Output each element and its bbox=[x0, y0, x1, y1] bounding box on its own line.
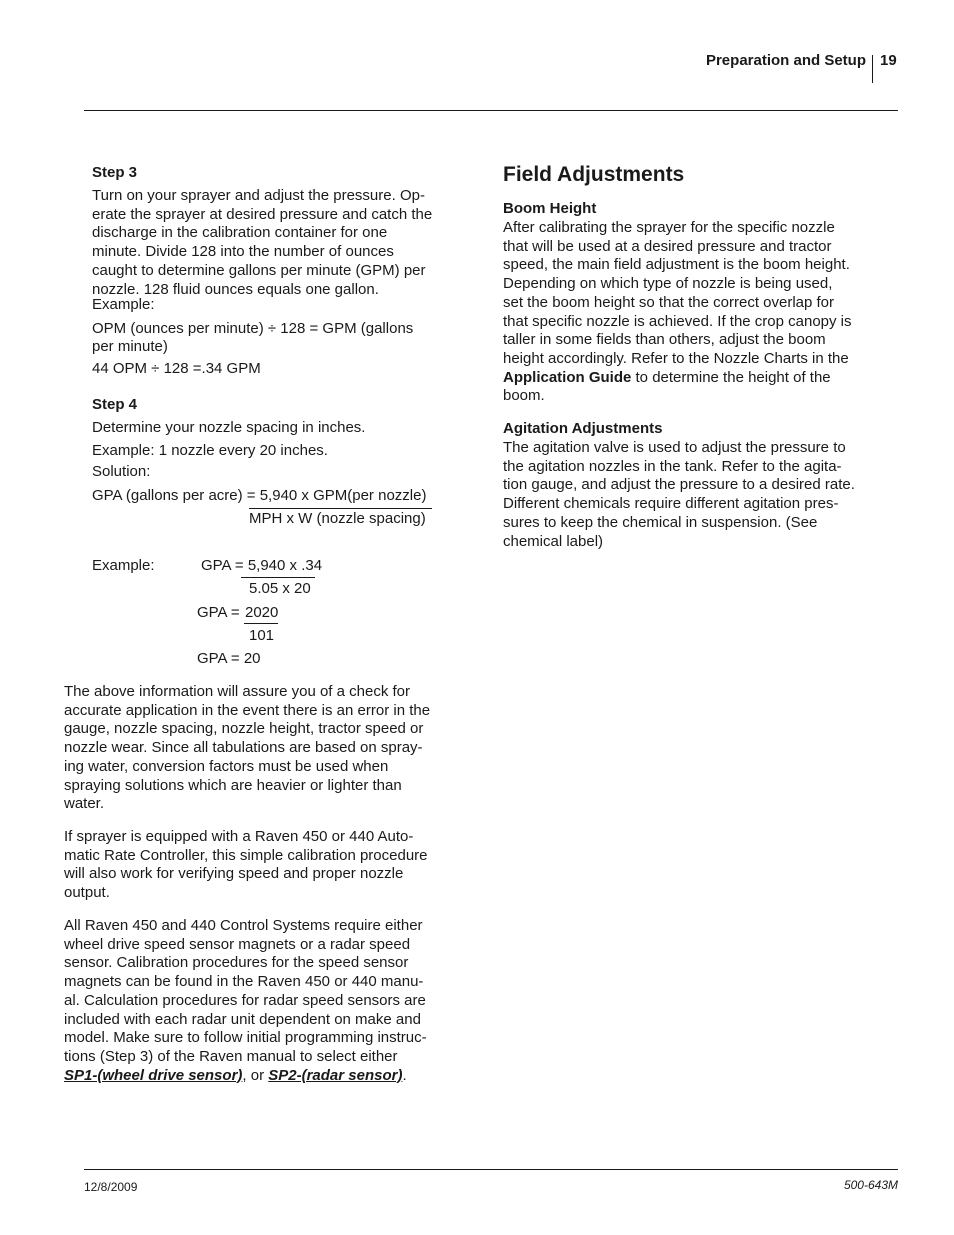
text-line: Depending on which type of nozzle is being used, bbox=[503, 275, 833, 293]
text-line: tions (Step 3) of the Raven manual to select either bbox=[64, 1047, 398, 1065]
step3-line: discharge in the calibration container for one bbox=[92, 224, 388, 242]
header-rule bbox=[84, 110, 898, 111]
text-line: After calibrating the sprayer for the specific nozzle bbox=[503, 219, 835, 236]
gpa-formula-fraction-bar bbox=[249, 508, 432, 509]
text-line: output. bbox=[64, 884, 110, 902]
gpa-formula-denominator: MPH x W (nozzle spacing) bbox=[249, 510, 426, 527]
text-line: magnets can be found in the Raven 450 or 440 manu- bbox=[64, 973, 424, 991]
step3-line: Turn on your sprayer and adjust the pressure. Op- bbox=[92, 187, 425, 204]
text-line: that will be used at a desired pressure and tractor bbox=[503, 237, 832, 255]
step3-line: caught to determine gallons per minute (GPM) per bbox=[92, 261, 426, 279]
section-title: Preparation and Setup bbox=[705, 52, 866, 69]
text-line: The above information will assure you of a check for bbox=[64, 683, 411, 700]
boom-height-heading: Boom Height bbox=[503, 200, 597, 217]
text-line bbox=[503, 369, 858, 388]
text-line: spraying solutions which are heavier or lighter than bbox=[64, 776, 402, 794]
step3-heading: Step 3 bbox=[92, 164, 138, 181]
step3-example-calc: 44 OPM ÷ 128 =.34 GPM bbox=[92, 360, 261, 377]
field-adjustments-title: Field Adjustments bbox=[503, 163, 685, 186]
step3-line: nozzle. 128 fluid ounces equals one gallon. bbox=[92, 280, 379, 298]
text-line: will also work for verifying speed and proper nozzle bbox=[64, 865, 404, 883]
text-line: ing water, conversion factors must be used when bbox=[64, 757, 389, 775]
step3-line: minute. Divide 128 into the number of ounces bbox=[92, 243, 394, 261]
agitation-text bbox=[503, 439, 858, 551]
text-line: accurate application in the event there is an error in the bbox=[64, 701, 431, 719]
application-guide-reference: Application Guide bbox=[503, 368, 632, 386]
step4-example-label: Example: bbox=[92, 557, 155, 574]
text-span: to determine the height of the bbox=[631, 368, 831, 386]
text-line: If sprayer is equipped with a Raven 450 or 440 Auto- bbox=[64, 828, 414, 845]
footer-rule bbox=[84, 1169, 898, 1170]
step4-heading: Step 4 bbox=[92, 396, 138, 413]
text-line: that specific nozzle is achieved. If the crop canopy is bbox=[503, 312, 852, 330]
sp1-link[interactable]: SP1-(wheel drive sensor) bbox=[64, 1066, 243, 1084]
text-line bbox=[64, 1067, 437, 1086]
gpa-formula-numerator: GPA (gallons per acre) = 5,940 x GPM(per nozzle) bbox=[92, 487, 427, 504]
boom-height-text bbox=[503, 219, 858, 406]
step3-text bbox=[92, 187, 437, 299]
sp2-link[interactable]: SP2-(radar sensor) bbox=[268, 1066, 403, 1084]
step4-line1: Determine your nozzle spacing in inches. bbox=[92, 419, 366, 436]
example1-numerator: GPA = 5,940 x .34 bbox=[201, 557, 323, 574]
text-line: sures to keep the chemical in suspension. (See bbox=[503, 513, 818, 531]
example2-prefix: GPA = bbox=[197, 604, 240, 621]
text-line: Different chemicals require different agitation pres- bbox=[503, 495, 839, 513]
example1-fraction-bar bbox=[241, 577, 315, 578]
step3-formula-line2: per minute) bbox=[92, 338, 168, 355]
page-number: 19 bbox=[880, 52, 897, 69]
text-line: sensor. Calibration procedures for the speed sensor bbox=[64, 954, 409, 972]
text-line: speed, the main field adjustment is the boom height. bbox=[503, 256, 850, 274]
text-line: height accordingly. Refer to the Nozzle Charts in the bbox=[503, 349, 849, 367]
step3-line: erate the sprayer at desired pressure and catch the bbox=[92, 205, 433, 223]
step4-line2: Example: 1 nozzle every 20 inches. bbox=[92, 442, 328, 459]
text-line: gauge, nozzle spacing, nozzle height, tractor speed or bbox=[64, 720, 424, 738]
step4-solution: Solution: bbox=[92, 463, 151, 480]
text-line: water. bbox=[64, 795, 105, 813]
text-line: model. Make sure to follow initial programming instruc- bbox=[64, 1029, 427, 1047]
text-line: The agitation valve is used to adjust the pressure to bbox=[503, 439, 846, 456]
text-line: All Raven 450 and 440 Control Systems require either bbox=[64, 917, 423, 934]
text-line: chemical label) bbox=[503, 532, 604, 550]
text-line: nozzle wear. Since all tabulations are based on spray- bbox=[64, 739, 423, 757]
text-line: set the boom height so that the correct overlap for bbox=[503, 293, 835, 311]
example2-numerator: 2020 bbox=[245, 604, 279, 621]
example1-denominator: 5.05 x 20 bbox=[249, 580, 311, 597]
paragraph-accuracy bbox=[64, 683, 437, 814]
agitation-heading: Agitation Adjustments bbox=[503, 420, 663, 437]
text-line: matic Rate Controller, this simple calibration procedure bbox=[64, 846, 428, 864]
text-line: included with each radar unit dependent on make and bbox=[64, 1010, 421, 1028]
text-span: , or bbox=[242, 1066, 269, 1084]
header-divider bbox=[872, 55, 873, 83]
step3-formula-line1: OPM (ounces per minute) ÷ 128 = GPM (gallons bbox=[92, 320, 414, 337]
paragraph-raven-controller bbox=[64, 828, 437, 903]
footer-doc-number: 500-643M bbox=[843, 1178, 898, 1192]
example2-fraction-bar bbox=[244, 623, 278, 624]
paragraph-control-systems bbox=[64, 917, 437, 1085]
example3-result: GPA = 20 bbox=[197, 650, 261, 667]
text-line: boom. bbox=[503, 387, 545, 405]
text-line: taller in some fields than others, adjust the boom bbox=[503, 331, 826, 349]
text-line: al. Calculation procedures for radar speed sensors are bbox=[64, 991, 426, 1009]
text-line: tion gauge, and adjust the pressure to a desired rate. bbox=[503, 476, 855, 494]
footer-date: 12/8/2009 bbox=[84, 1180, 138, 1194]
text-line: the agitation nozzles in the tank. Refer to the agita- bbox=[503, 457, 842, 475]
text-line: wheel drive speed sensor magnets or a radar speed bbox=[64, 935, 411, 953]
step3-example-label: Example: bbox=[92, 296, 155, 313]
text-span: . bbox=[402, 1066, 407, 1084]
example2-denominator: 101 bbox=[249, 627, 275, 644]
